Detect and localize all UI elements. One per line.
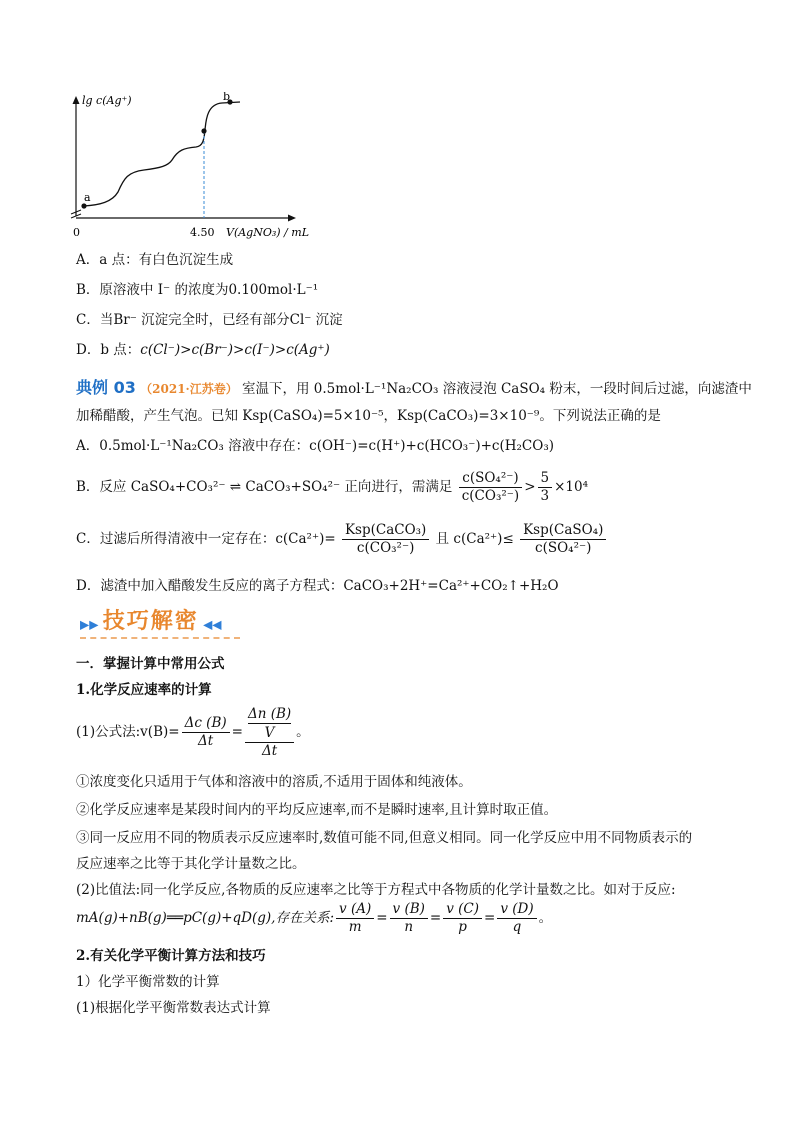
example03-option-b xyxy=(76,470,588,505)
nested-denominator: V xyxy=(264,725,275,741)
rate-formula xyxy=(76,704,310,760)
titration-curve xyxy=(84,102,240,206)
q02-option-c: C．当Br⁻ 沉淀完全时，已经有部分Cl⁻ 沉淀 xyxy=(76,312,343,328)
point-a-marker xyxy=(81,203,86,208)
ratio-equals: = xyxy=(376,910,388,926)
nested-numerator: Δn (B) xyxy=(247,706,292,722)
note-3-line1: ③同一反应用不同的物质表示反应速率时,数值可能不同,但意义相同。同一化学反应中用不同物质表示的 xyxy=(76,830,693,846)
ratio-method-line1: (2)比值法:同一化学反应,各物质的反应速率之比等于方程式中各物质的化学计量数之比。如对于反应: xyxy=(76,882,676,898)
fraction-denominator: c(SO₄²⁻) xyxy=(535,540,592,556)
ratio-method-prefix: mA(g)+nB(g)══pC(g)+qD(g),存在关系: xyxy=(76,910,335,926)
fraction-denominator: n xyxy=(404,919,414,935)
ratio-frac-a xyxy=(336,901,374,936)
subheading-1-1: (1)根据化学平衡常数表达式计算 xyxy=(76,1000,271,1016)
section-banner xyxy=(80,604,240,639)
note-2: ②化学反应速率是某段时间内的平均反应速率,而不是瞬时速率,且计算时取正值。 xyxy=(76,802,558,818)
example03-option-b-tail: ×10⁴ xyxy=(554,479,588,495)
rate-formula-prefix: (1)公式法:v(B)= xyxy=(76,724,180,740)
ratio-equals: = xyxy=(429,910,442,926)
fraction-denominator: Δt xyxy=(198,733,214,749)
example03-option-a: A．0.5mol·L⁻¹Na₂CO₃ 溶液中存在：c(OH⁻)=c(H⁺)+c(HCO₃⁻)+c(H₂CO₃) xyxy=(76,438,555,454)
x-axis-arrow xyxy=(288,215,296,222)
point-mid-marker xyxy=(201,128,206,133)
banner-arrow-left-icon: ▶▶ xyxy=(80,617,99,632)
heading-1: 一．掌握计算中常用公式 xyxy=(76,656,225,672)
fraction-numerator: Δc (B) xyxy=(182,715,230,733)
note-3-line2: 反应速率之比等于其化学计量数之比。 xyxy=(76,856,306,872)
rate-formula-end: 。 xyxy=(296,724,310,740)
fraction-numerator: v (C) xyxy=(443,901,482,919)
fraction-numerator: v (D) xyxy=(497,901,536,919)
point-b-label: b xyxy=(223,92,231,103)
example03-stem-text1: 室温下，用 0.5mol·L⁻¹Na₂CO₃ 溶液浸泡 CaSO₄ 粉末，一段时间后过滤，向滤渣中 xyxy=(242,381,752,397)
point-a-label: a xyxy=(84,191,91,204)
banner-underline xyxy=(80,637,240,639)
fraction-denominator: c(CO₃²⁻) xyxy=(356,540,415,556)
example03-label: 典例 03 xyxy=(76,378,136,397)
example03-option-c xyxy=(76,522,608,557)
fraction-denominator: Δt xyxy=(261,743,278,759)
example03-source: （2021·江苏卷） xyxy=(140,382,238,396)
banner-arrow-right-icon: ◀◀ xyxy=(203,617,222,632)
ratio-equals: = xyxy=(484,910,496,926)
subheading-1: 1）化学平衡常数的计算 xyxy=(76,974,220,990)
example03-option-b-prefix: B．反应 CaSO₄+CO₃²⁻ ⇌ CaCO₃+SO₄²⁻ 正向进行，需满足 xyxy=(76,479,453,495)
q02-option-d xyxy=(76,340,330,360)
example03-option-c-frac1 xyxy=(342,522,429,557)
heading-1-2: 2.有关化学平衡计算方法和技巧 xyxy=(76,948,266,964)
rate-formula-frac2 xyxy=(245,705,294,760)
q02-option-b: B．原溶液中 I⁻ 的浓度为0.100mol·L⁻¹ xyxy=(76,282,319,298)
example03-stem-line2: 加稀醋酸，产生气泡。已知 Ksp(CaSO₄)=5×10⁻⁵，Ksp(CaCO₃)=3×10⁻⁹。下列说法正确的是 xyxy=(76,408,661,424)
fraction-denominator: p xyxy=(458,919,467,935)
example03-stem-line1 xyxy=(76,378,752,399)
fraction-numerator: 5 xyxy=(538,470,553,488)
fraction-numerator: v (B) xyxy=(390,901,428,919)
example03-option-c-mid: 且 c(Ca²⁺)≤ xyxy=(435,531,514,547)
ratio-frac-c xyxy=(443,901,482,936)
note-1: ①浓度变化只适用于气体和溶液中的溶质,不适用于固体和纯液体。 xyxy=(76,774,472,790)
example03-option-c-prefix: C．过滤后所得清液中一定存在：c(Ca²⁺)= xyxy=(76,531,336,547)
fraction-numerator: v (A) xyxy=(336,901,374,919)
origin-label: 0 xyxy=(73,226,80,239)
heading-1-1: 1.化学反应速率的计算 xyxy=(76,682,212,698)
fraction-numerator: c(SO₄²⁻) xyxy=(459,470,522,488)
example03-option-d: D．滤渣中加入醋酸发生反应的离子方程式：CaCO₃+2H⁺=Ca²⁺+CO₂↑+H₂O xyxy=(76,578,559,594)
fraction-numerator xyxy=(245,705,294,743)
rate-formula-equals: = xyxy=(231,724,243,740)
ratio-frac-b xyxy=(390,901,428,936)
ratio-frac-d xyxy=(497,901,536,936)
fraction-denominator: c(CO₃²⁻) xyxy=(461,488,520,504)
x-axis-label: V(AgNO₃) / mL xyxy=(226,226,309,239)
example03-option-b-const xyxy=(538,470,553,505)
titration-curve-chart xyxy=(60,92,360,247)
example03-option-b-gt: > xyxy=(524,479,536,495)
ratio-method-line2 xyxy=(76,900,552,936)
fraction-denominator: 3 xyxy=(540,488,550,504)
q02-option-a: A．a 点：有白色沉淀生成 xyxy=(76,252,234,268)
x-tick-label: 4.50 xyxy=(190,226,215,239)
ratio-end: 。 xyxy=(538,910,553,926)
fraction-denominator: q xyxy=(512,919,522,935)
example03-option-c-frac2 xyxy=(520,522,606,557)
fraction-numerator: Ksp(CaSO₄) xyxy=(520,522,606,540)
fraction-denominator: m xyxy=(348,919,362,935)
q02-option-d-expression: c(Cl⁻)>c(Br⁻)>c(I⁻)>c(Ag⁺) xyxy=(140,342,330,358)
fraction-numerator: Ksp(CaCO₃) xyxy=(342,522,429,540)
y-axis-arrow xyxy=(73,96,80,104)
rate-formula-frac1 xyxy=(182,715,230,750)
banner-title: 技巧解密 xyxy=(102,609,199,634)
example03-option-b-ratio xyxy=(459,470,522,505)
y-axis-label: lg c(Ag⁺) xyxy=(82,94,132,107)
q02-option-d-prefix: D．b 点： xyxy=(76,342,141,358)
